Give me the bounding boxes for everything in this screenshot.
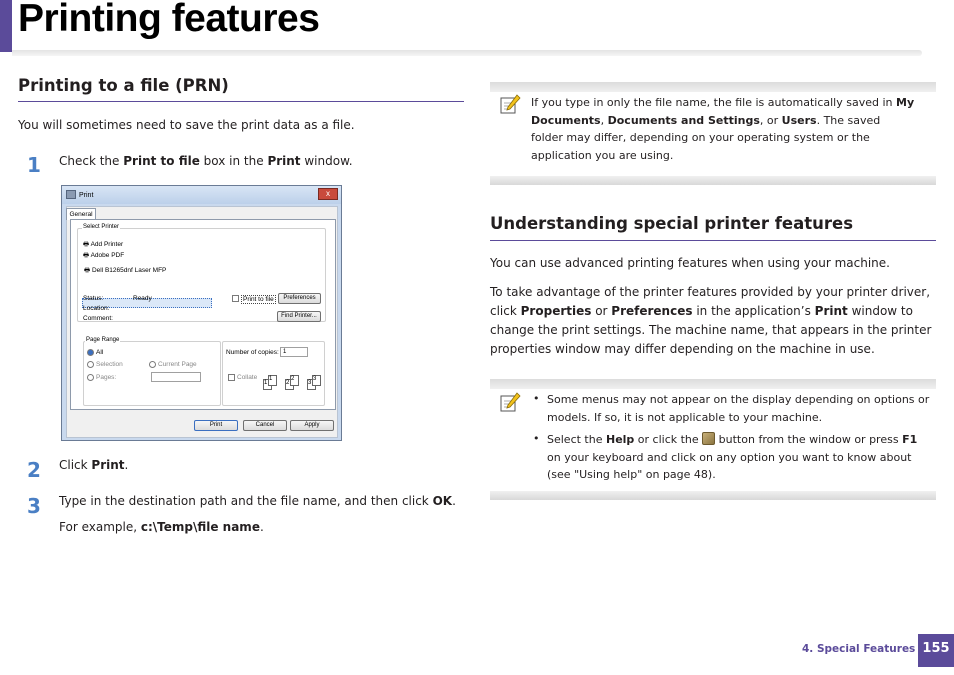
note-bottom-bar (490, 176, 936, 185)
step-3-text: Type in the destination path and the file name, and then click OK. (59, 494, 456, 508)
note-2-item-2: Select the Help or click the button from the window or press F1 on your keyboard and click on any option you want to know about (see "Using help" on page 48). (547, 433, 918, 481)
location-label: Location: (83, 305, 110, 312)
range-current-label: Current Page (158, 361, 197, 368)
range-current-radio[interactable] (149, 361, 156, 368)
print-to-file-checkbox[interactable] (232, 295, 239, 302)
range-pages-input[interactable] (151, 372, 201, 382)
bullet-1: • (533, 392, 540, 405)
preferences-button[interactable]: Preferences (278, 293, 321, 304)
step-1-text: Check the Print to file box in the Print window. (59, 154, 353, 168)
dialog-title: Print (79, 192, 94, 199)
printer-item-adobe[interactable]: 🖶 Adobe PDF (83, 252, 125, 259)
close-icon[interactable]: x (318, 188, 338, 200)
printer-item-dell[interactable]: 🖶 Dell B1265dnf Laser MFP (84, 267, 167, 274)
tab-general[interactable]: General (66, 208, 96, 220)
step-2-text: Click Print. (59, 458, 129, 472)
dialog-titlebar (62, 186, 341, 204)
copies-input[interactable]: 1 (280, 347, 308, 357)
section-heading-rule (490, 240, 936, 241)
using-help-link[interactable]: "Using help" on page 48 (574, 468, 708, 481)
section-heading-prn: Printing to a file (PRN) (18, 76, 229, 95)
note-2-item-1: Some menus may not appear on the display depending on options or models. If so, it is not applicable to your machine. (547, 393, 930, 424)
collate-checkbox[interactable] (228, 374, 235, 381)
range-selection-radio[interactable] (87, 361, 94, 368)
collate-page-icon: 2 (285, 379, 294, 390)
section-heading-special-features: Understanding special printer features (490, 214, 854, 233)
range-pages-label: Pages: (96, 374, 117, 381)
right-paragraph-2: To take advantage of the printer features provided by your printer driver, click Properties or Preferences in the application’s Print window to change the print settings. The machine name, that appears in the printer properties window may differ depending on the machine in use. (490, 285, 932, 356)
page-number: 155 (918, 634, 954, 667)
help-icon (702, 432, 715, 445)
section-heading-rule (18, 101, 464, 102)
print-button[interactable]: Print (194, 420, 238, 431)
note-top-bar (490, 379, 936, 389)
step-number-2: 2 (27, 458, 41, 482)
title-accent-bar (0, 0, 12, 52)
range-selection-label: Selection (96, 361, 123, 368)
note-pencil-icon (499, 392, 521, 414)
range-all-radio[interactable] (87, 349, 94, 356)
collate-page-icon: 2 (290, 375, 299, 386)
status-value: Ready (133, 295, 152, 302)
title-divider (12, 50, 922, 56)
find-printer-button[interactable]: Find Printer... (277, 311, 321, 322)
intro-text: You will sometimes need to save the print data as a file. (18, 118, 355, 132)
step-number-3: 3 (27, 494, 41, 518)
copies-label: Number of copies: (226, 349, 279, 356)
note-1-text: If you type in only the file name, the file is automatically saved in My Documents, Documents and Settings, or Users. The saved folder may differ, depending on your operating system or the application you are using. (531, 96, 915, 162)
note-bottom-bar (490, 491, 936, 500)
printer-icon (66, 190, 76, 199)
comment-label: Comment: (83, 315, 113, 322)
step-number-1: 1 (27, 153, 41, 177)
collate-label: Collate (237, 374, 258, 381)
note-pencil-icon (499, 94, 521, 116)
note-box-1 (490, 82, 936, 185)
example-text: For example, c:\Temp\file name. (59, 520, 264, 534)
note-box-2 (490, 379, 936, 500)
collate-page-icon: 3 (312, 375, 321, 386)
collate-page-icon: 1 (263, 379, 272, 390)
note-top-bar (490, 82, 936, 92)
dialog-panel (70, 219, 336, 410)
status-label: Status: (83, 295, 104, 302)
right-paragraph-1: You can use advanced printing features when using your machine. (490, 256, 890, 270)
footer-section-label: 4. Special Features (802, 643, 916, 655)
printer-item-add[interactable]: 🖶 Add Printer (83, 241, 124, 248)
apply-button[interactable]: Apply (290, 420, 334, 431)
range-pages-radio[interactable] (87, 374, 94, 381)
print-to-file-label: Print to file (243, 296, 274, 303)
page-range-label: Page Range (86, 337, 120, 343)
bullet-2: • (533, 432, 540, 445)
page-title: Printing features (18, 0, 320, 40)
collate-page-icon: 3 (307, 379, 316, 390)
print-dialog-screenshot (61, 185, 342, 441)
select-printer-label: Select Printer (83, 224, 120, 230)
range-all-label: All (96, 349, 104, 356)
collate-page-icon: 1 (268, 375, 277, 386)
cancel-button[interactable]: Cancel (243, 420, 287, 431)
